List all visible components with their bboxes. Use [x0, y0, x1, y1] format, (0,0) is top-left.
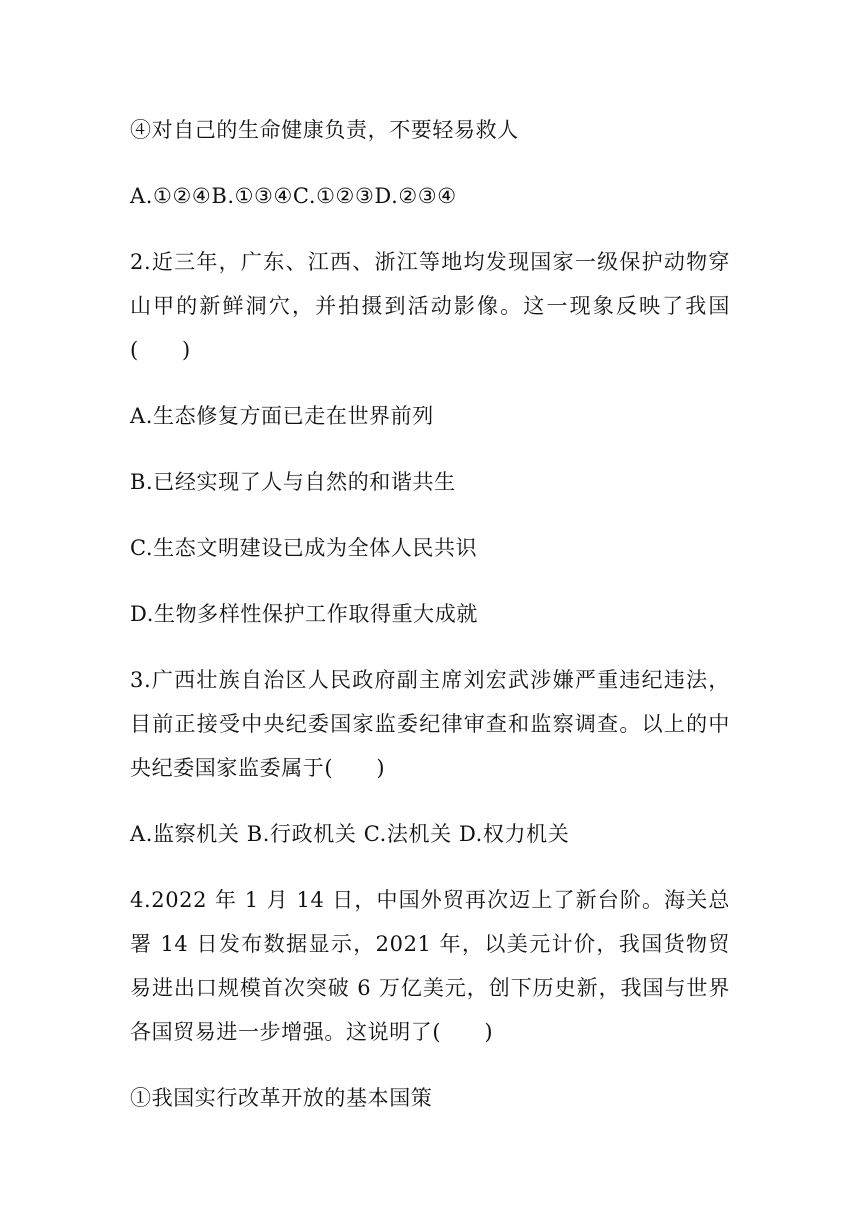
question-2-option-c: C.生态文明建设已成为全体人民共识 — [130, 536, 478, 560]
option-4-statement: ④对自己的生命健康负责，不要轻易救人 — [130, 118, 519, 142]
document-body — [130, 108, 730, 1142]
question-2-option-b: B.已经实现了人与自然的和谐共生 — [130, 470, 456, 494]
question-2-option-a: A.生态修复方面已走在世界前列 — [130, 404, 434, 428]
question-3-stem: 3.广西壮族自治区人民政府副主席刘宏武涉嫌严重违纪违法，目前正接受中央纪委国家监委纪律审查和监察调查。以上的中央纪委国家监委属于( ) — [130, 668, 730, 780]
question-2-stem: 2.近三年，广东、江西、浙江等地均发现国家一级保护动物穿山甲的新鲜洞穴，并拍摄到活动影像。这一现象反映了我国( ) — [130, 250, 730, 362]
question-4-stem: 4.2022 年 1 月 14 日，中国外贸再次迈上了新台阶。海关总署 14 日发布数据显示，2021 年，以美元计价，我国货物贸易进出口规模首次突破 6 万亿美元，创下历史新，我国与世界各国贸易进一步增强。这说明了( ) — [130, 888, 730, 1044]
question-3-choices: A.监察机关 B.行政机关 C.法机关 D.权力机关 — [130, 822, 570, 846]
question-2-option-d: D.生物多样性保护工作取得重大成就 — [130, 602, 478, 626]
question-1-choices: A.①②④B.①③④C.①②③D.②③④ — [130, 184, 457, 208]
question-4-statement-1: ①我国实行改革开放的基本国策 — [130, 1086, 433, 1110]
